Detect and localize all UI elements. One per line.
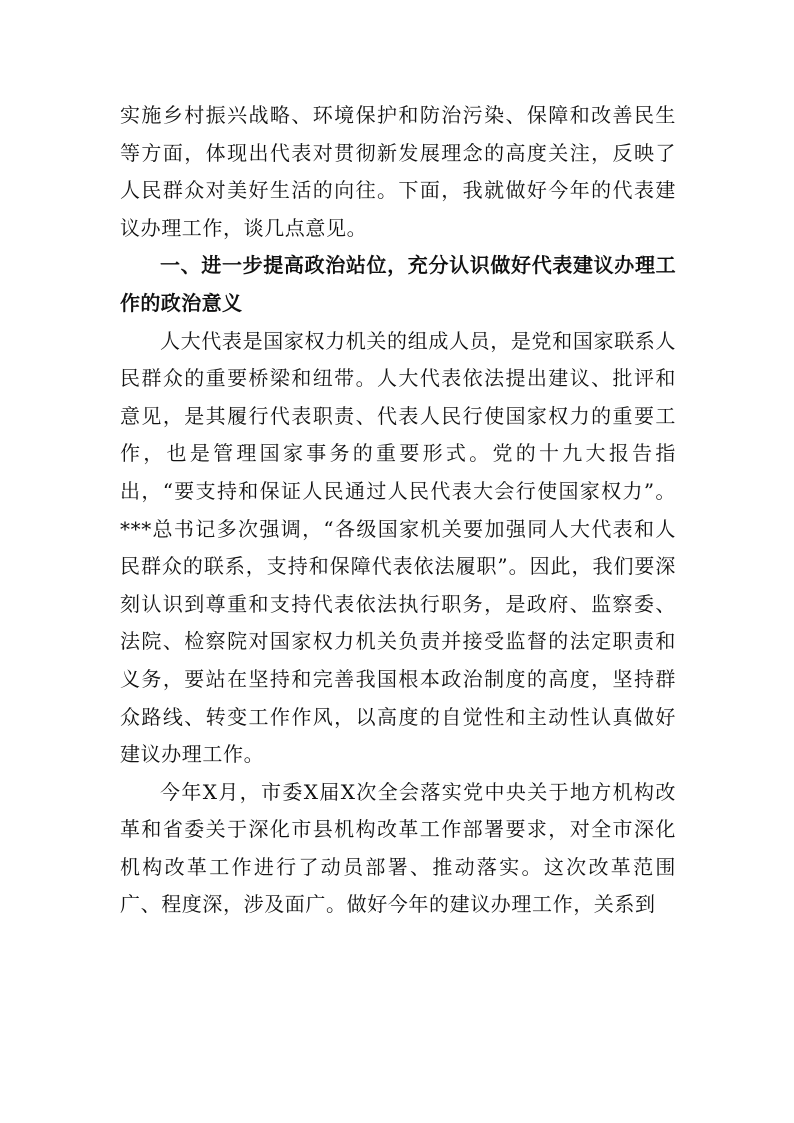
body-paragraph: 实施乡村振兴战略、环境保护和防治污染、保障和改善民生等方面，体现出代表对贯彻新发展理念的高度关注，反映了人民群众对美好生活的向往。下面，我就做好今年的代表建议办理工作，谈几点意见。 — [120, 103, 676, 240]
document-body — [120, 97, 676, 924]
body-paragraph: 今年X月，市委X届X次全会落实党中央关于地方机构改革和省委关于深化市县机构改革工作部署要求，对全市深化机构改革工作进行了动员部署、推动落实。这次改革范围广、程度深，涉及面广。做好今年的建议办理工作，关系到 — [120, 779, 676, 917]
body-paragraph: 人大代表是国家权力机关的组成人员，是党和国家联系人民群众的重要桥梁和纽带。人大代表依法提出建议、批评和意见，是其履行代表职责、代表人民行使国家权力的重要工作，也是管理国家事务的重要形式。党的十九大报告指出，“要支持和保证人民通过人民代表大会行使国家权力”。***总书记多次强调，“各级国家机关要加强同人大代表和人民群众的联系，支持和保障代表依法履职”。因此，我们要深刻认识到尊重和支持代表依法执行职务，是政府、监察委、法院、检察院对国家权力机关负责并接受监督的法定职责和义务，要站在坚持和完善我国根本政治制度的高度，坚持群众路线、转变工作作风，以高度的自觉性和主动性认真做好建议办理工作。 — [120, 328, 676, 767]
section-heading: 一、进一步提高政治站位，充分认识做好代表建议办理工作的政治意义 — [120, 253, 676, 315]
